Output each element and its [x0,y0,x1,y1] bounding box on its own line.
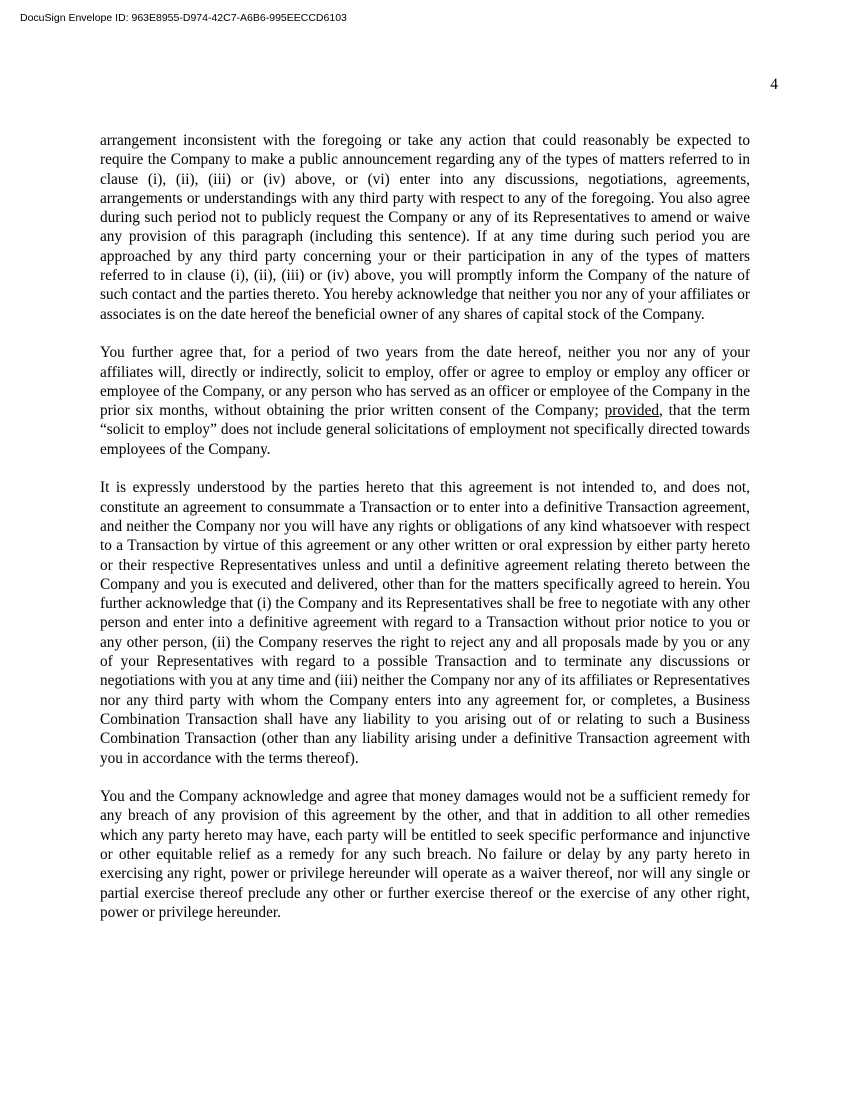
paragraph-no-obligation: It is expressly understood by the parties hereto that this agreement is not intended to, and does not, constitute an agreement to consummate a Transaction or to enter into a definitive Transaction agreement, and neither the Company nor you will have any rights or obligations of any kind whatsoever with respect to a Transaction by virtue of this agreement or any other written or oral expression by either party hereto or their respective Representatives unless and until a definitive agreement relating thereto between the Company and you is executed and delivered, other than for the matters specifically agreed to herein. You further acknowledge that (i) the Company and its Representatives shall be free to negotiate with any other person and enter into a definitive agreement with regard to a Transaction without prior notice to you or any other person, (ii) the Company reserves the right to reject any and all proposals made by you or any of your Representatives with regard to a possible Transaction and to terminate any discussions or negotiations with you at any time and (iii) neither the Company nor any of its affiliates or Representatives nor any third party with whom the Company enters into any agreement for, or completes, a Business Combination Transaction shall have any liability to you arising out of or relating to such a Business Combination Transaction (other than any liability arising under a definitive Transaction agreement with you in accordance with the terms thereof). [100,479,750,767]
non-solicitation-text-after: , that the term “solicit to employ” does not include general solicitations of employment not specifically directed towards employees of the Company. [100,402,750,458]
document-body [100,131,750,941]
docusign-envelope-id: DocuSign Envelope ID: 963E8955-D974-42C7-A6B6-995EECCD6103 [20,12,347,24]
page-number: 4 [770,76,778,93]
paragraph-standstill-continued: arrangement inconsistent with the foregoing or take any action that could reasonably be expected to require the Company to make a public announcement regarding any of the types of matters referred to in clause (i), (ii), (iii) or (iv) above, or (vi) enter into any discussions, negotiations, agreements, arrangements or understandings with any third party with respect to any of the foregoing. You also agree during such period not to publicly request the Company or any of its Representatives to amend or waive any provision of this paragraph (including this sentence). If at any time during such period you are approached by any third party concerning your or their participation in any of the types of matters referred to in clause (i), (ii), (iii) or (iv) above, you will promptly inform the Company of the nature of such contact and the parties thereto. You hereby acknowledge that neither you nor any of your affiliates or associates is on the date hereof the beneficial owner of any shares of capital stock of the Company. [100,132,750,323]
paragraph-non-solicitation [100,343,750,459]
provided-underlined-term: provided [604,402,660,420]
non-solicitation-text-before: You further agree that, for a period of two years from the date hereof, neither you nor any of your affiliates will, directly or indirectly, solicit to employ, offer or agree to employ or employ any officer or employee of the Company, or any person who has served as an officer or employee of the Company in the prior six months, without obtaining the prior written consent of the Company; [100,344,750,420]
paragraph-remedies: You and the Company acknowledge and agree that money damages would not be a sufficient remedy for any breach of any provision of this agreement by the other, and that in addition to all other remedies which any party hereto may have, each party will be entitled to seek specific performance and injunctive or other equitable relief as a remedy for any such breach. No failure or delay by any party hereto in exercising any right, power or privilege hereunder will operate as a waiver thereof, nor will any single or partial exercise thereof preclude any other or further exercise thereof or the exercise of any other right, power or privilege hereunder. [100,788,750,921]
